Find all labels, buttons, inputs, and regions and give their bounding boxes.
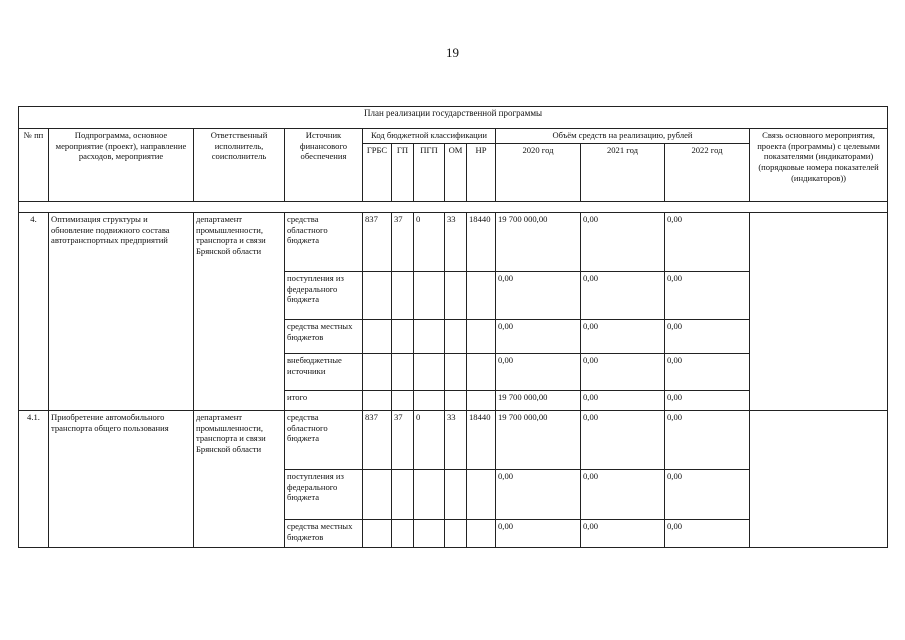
code-pgp (414, 320, 445, 354)
code-grbs (363, 320, 392, 354)
code-gp (392, 320, 414, 354)
header-event: Подпрограмма, основное мероприятие (проект), направление расходов, мероприятие (49, 129, 194, 202)
code-np (467, 354, 496, 391)
code-om: 33 (445, 213, 467, 272)
value-2022: 0,00 (665, 213, 750, 272)
row-event: Оптимизация структуры и обновление подвижного состава автотранспортных предприятий (49, 213, 194, 411)
code-np (467, 520, 496, 548)
header-num: № пп (19, 129, 49, 202)
code-np: 18440 (467, 213, 496, 272)
header-2022: 2022 год (665, 144, 750, 202)
value-2020: 0,00 (496, 470, 581, 520)
header-executor: Ответственный исполнитель, соисполнитель (194, 129, 285, 202)
code-gp (392, 354, 414, 391)
page-number: 19 (446, 45, 459, 60)
source-name: средства местных бюджетов (285, 520, 363, 548)
header-funds: Объём средств на реализацию, рублей (496, 129, 750, 144)
value-2021: 0,00 (581, 411, 665, 470)
code-pgp (414, 354, 445, 391)
code-om (445, 354, 467, 391)
value-2021: 0,00 (581, 213, 665, 272)
code-gp: 37 (392, 213, 414, 272)
row-event: Приобретение автомобильного транспорта общего пользования (49, 411, 194, 548)
value-2020: 19 700 000,00 (496, 213, 581, 272)
value-2021: 0,00 (581, 470, 665, 520)
table-title: План реализации государственной программы (19, 107, 888, 129)
source-name: поступления из федерального бюджета (285, 272, 363, 320)
code-om (445, 470, 467, 520)
row-num: 4. (19, 213, 49, 411)
code-om (445, 320, 467, 354)
code-pgp: 0 (414, 411, 445, 470)
code-om: 33 (445, 411, 467, 470)
value-2021: 0,00 (581, 520, 665, 548)
value-2022: 0,00 (665, 272, 750, 320)
value-2020: 19 700 000,00 (496, 411, 581, 470)
table-row (19, 411, 888, 470)
header-np: НР (467, 144, 496, 202)
code-gp (392, 391, 414, 411)
value-2020: 0,00 (496, 272, 581, 320)
header-gp: ГП (392, 144, 414, 202)
code-gp (392, 520, 414, 548)
code-np (467, 391, 496, 411)
source-name: итого (285, 391, 363, 411)
header-link: Связь основного мероприятия, проекта (программы) с целевыми показателями (индикаторами) (порядковые номера показателей (индикаторов)) (750, 129, 888, 202)
code-grbs (363, 272, 392, 320)
code-gp (392, 272, 414, 320)
code-om (445, 520, 467, 548)
header-2020: 2020 год (496, 144, 581, 202)
table-row (19, 213, 888, 272)
row-executor: департамент промышленности, транспорта и связи Брянской области (194, 411, 285, 548)
code-grbs (363, 354, 392, 391)
value-2020: 19 700 000,00 (496, 391, 581, 411)
row-executor: департамент промышленности, транспорта и связи Брянской области (194, 213, 285, 411)
code-np: 18440 (467, 411, 496, 470)
value-2021: 0,00 (581, 272, 665, 320)
header-divider (19, 202, 888, 213)
header-om: ОМ (445, 144, 467, 202)
header-pgp: ПГП (414, 144, 445, 202)
row-link (750, 213, 888, 411)
source-name: внебюджетные источники (285, 354, 363, 391)
source-name: средства областного бюджета (285, 213, 363, 272)
code-np (467, 272, 496, 320)
header-grbs: ГРБС (363, 144, 392, 202)
code-gp: 37 (392, 411, 414, 470)
row-link (750, 411, 888, 548)
value-2022: 0,00 (665, 354, 750, 391)
source-name: средства областного бюджета (285, 411, 363, 470)
value-2020: 0,00 (496, 320, 581, 354)
value-2022: 0,00 (665, 411, 750, 470)
header-budget-code: Код бюджетной классификации (363, 129, 496, 144)
value-2022: 0,00 (665, 470, 750, 520)
plan-table (18, 106, 888, 548)
source-name: поступления из федерального бюджета (285, 470, 363, 520)
row-num: 4.1. (19, 411, 49, 548)
value-2021: 0,00 (581, 320, 665, 354)
code-gp (392, 470, 414, 520)
code-np (467, 320, 496, 354)
code-pgp (414, 391, 445, 411)
code-pgp (414, 470, 445, 520)
value-2020: 0,00 (496, 354, 581, 391)
value-2022: 0,00 (665, 320, 750, 354)
code-grbs (363, 391, 392, 411)
value-2022: 0,00 (665, 391, 750, 411)
code-grbs (363, 520, 392, 548)
code-grbs: 837 (363, 411, 392, 470)
value-2020: 0,00 (496, 520, 581, 548)
code-np (467, 470, 496, 520)
value-2021: 0,00 (581, 391, 665, 411)
value-2022: 0,00 (665, 520, 750, 548)
value-2021: 0,00 (581, 354, 665, 391)
code-pgp: 0 (414, 213, 445, 272)
header-2021: 2021 год (581, 144, 665, 202)
code-grbs (363, 470, 392, 520)
source-name: средства местных бюджетов (285, 320, 363, 354)
code-pgp (414, 272, 445, 320)
code-grbs: 837 (363, 213, 392, 272)
code-om (445, 272, 467, 320)
code-pgp (414, 520, 445, 548)
header-source: Источник финансового обеспечения (285, 129, 363, 202)
code-om (445, 391, 467, 411)
